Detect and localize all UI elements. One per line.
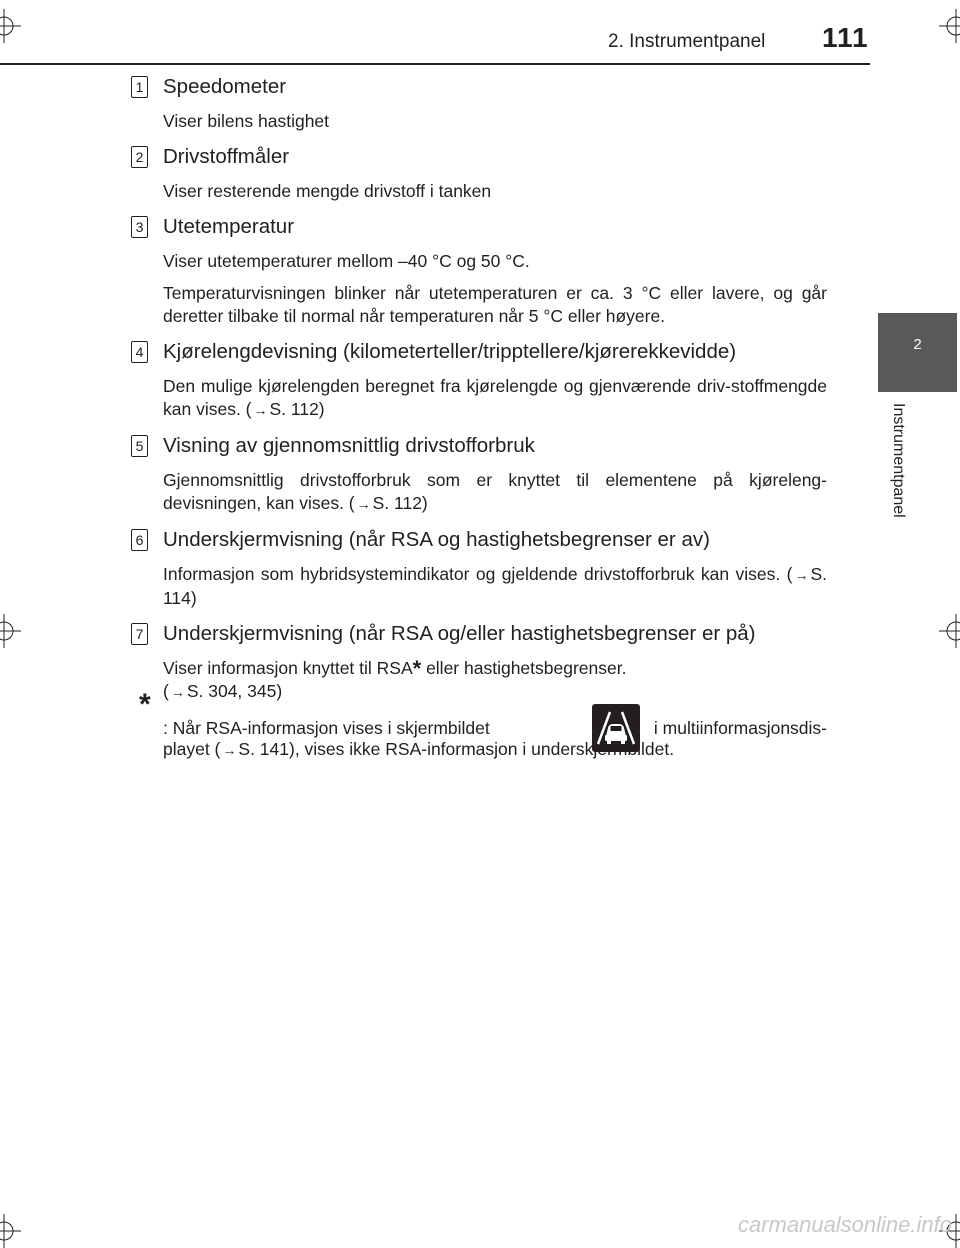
page-reference-link[interactable]: S. 112) xyxy=(269,399,325,419)
header-rule xyxy=(0,63,870,65)
arrow-right-icon: → xyxy=(222,742,237,758)
list-item xyxy=(131,525,827,610)
page-reference-link[interactable]: S. 114) xyxy=(163,564,827,608)
item-number-badge: 1 xyxy=(131,76,148,98)
item-list xyxy=(131,72,827,721)
item-title: Underskjermvisning (når RSA og/eller hastighetsbegrenser er på) xyxy=(163,622,756,645)
item-number-badge: 6 xyxy=(131,529,148,551)
item-title: Speedometer xyxy=(163,75,287,98)
item-title: Kjørelengdevisning (kilometerteller/tripptellere/kjørerekkevidde) xyxy=(163,340,737,363)
item-description: Viser utetemperaturer mellom –40 °C og 50 °C. Temperaturvisningen blinker når utetemperaturen er ca. 3 °C eller lavere, og går deretter tilbake til normal når temperaturen når 5 °C eller høyere. xyxy=(163,251,827,326)
list-item xyxy=(131,72,827,133)
arrow-right-icon: → xyxy=(253,402,268,418)
footnote-text-part1: : Når RSA-informasjon vises i skjermbildet xyxy=(163,717,490,738)
crop-mark-top-left xyxy=(0,9,21,43)
item-title: Drivstoffmåler xyxy=(163,145,290,168)
item-description: Gjennomsnittlig drivstofforbruk som er knyttet til elementene på kjøreleng-devisningen, kan vises. ( → S. 112) xyxy=(163,470,827,513)
item-description-extra: Temperaturvisningen blinker når utetemperaturen er ca. 3 °C eller lavere, og går deretter tilbake til normal når temperaturen når 5 °C eller høyere. xyxy=(163,283,827,326)
footnote-star-marker: * xyxy=(412,656,422,681)
crop-mark-mid-left xyxy=(0,614,21,648)
crop-mark-top-right xyxy=(939,9,960,43)
item-description: Informasjon som hybridsystemindikator og gjeldende drivstofforbruk kan vises. ( → S. 114) xyxy=(163,564,827,608)
item-description: Viser informasjon knyttet til RSA* eller hastighetsbegrenser. ( → S. 304, 345) xyxy=(163,656,627,701)
chapter-tab xyxy=(878,313,957,392)
chapter-number: 2 xyxy=(913,336,922,353)
list-item xyxy=(131,431,827,516)
list-item xyxy=(131,142,827,203)
item-title: Visning av gjennomsnittlig drivstofforbruk xyxy=(163,434,535,457)
item-number-badge: 3 xyxy=(131,216,148,238)
crop-mark-bottom-left xyxy=(0,1214,21,1248)
item-description: Viser resterende mengde drivstoff i tanken xyxy=(163,181,492,201)
arrow-right-icon: → xyxy=(794,567,809,583)
page-reference-link[interactable]: S. 304, 345) xyxy=(186,681,283,701)
chapter-label: Instrumentpanel xyxy=(890,403,907,518)
header-section-title: 2. Instrumentpanel xyxy=(608,31,766,52)
item-number-badge: 5 xyxy=(131,435,148,457)
list-item xyxy=(131,212,827,328)
item-number-badge: 7 xyxy=(131,623,148,645)
footnote-text-part2: i multiinformasjonsdis- xyxy=(653,717,827,738)
page-reference-link[interactable]: S. 112) xyxy=(372,493,428,513)
watermark: carmanualsonline.info xyxy=(737,1212,952,1237)
item-title: Utetemperatur xyxy=(163,215,295,238)
item-description: Den mulige kjørelengden beregnet fra kjørelengde og gjenværende driv-stoffmengde kan vises. ( → S. 112) xyxy=(163,376,827,419)
crop-mark-mid-right xyxy=(939,614,960,648)
item-number-badge: 4 xyxy=(131,341,148,363)
arrow-right-icon: → xyxy=(356,496,371,512)
list-item xyxy=(131,619,827,704)
item-title: Underskjermvisning (når RSA og hastighetsbegrenser er av) xyxy=(163,528,710,551)
list-item xyxy=(131,337,827,422)
page-number: 111 xyxy=(822,22,869,53)
arrow-right-icon: → xyxy=(170,684,185,700)
item-description: Viser bilens hastighet xyxy=(163,111,330,131)
footnote-star: * xyxy=(139,688,151,721)
page-reference-link[interactable]: S. 141), vises ikke RSA-informasjon i underskjermbildet. xyxy=(238,739,675,759)
item-number-badge: 2 xyxy=(131,146,148,168)
